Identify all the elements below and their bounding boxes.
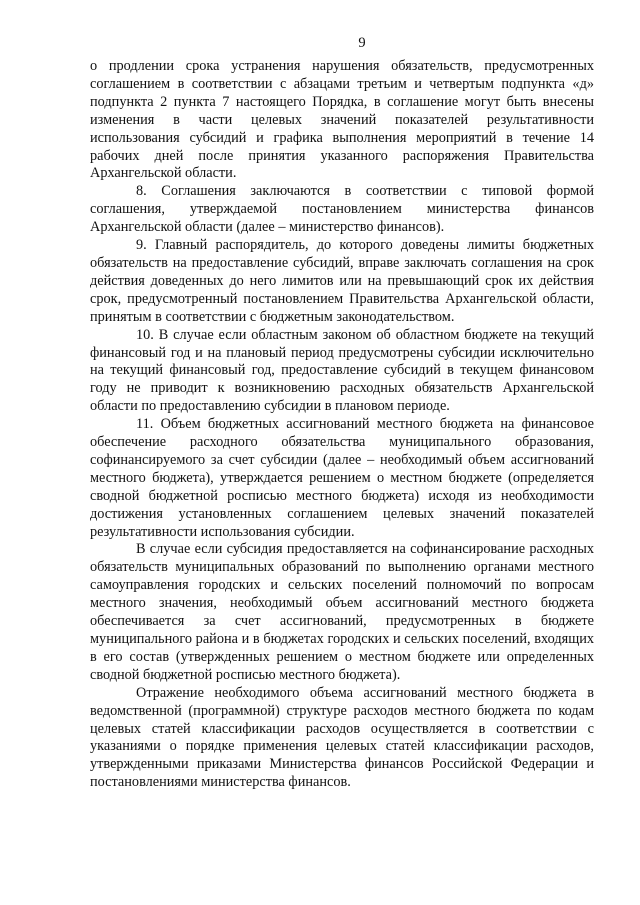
page-number: 9 — [358, 35, 366, 51]
paragraph-continuation: о продлении срока устранения нарушения обязательств, предусмотренных соглашением в соответствии с абзацами третьим и четвертым подпункта «д» подпункта 2 пункта 7 настоящего Порядка, в соглашение могут быть внесены изменения в части целевых значений показателей результативности использования субсидий и графика выполнения мероприятий в течение 14 рабочих дней после принятия указанного распоряжения Правительства Архангельской области. — [90, 58, 594, 182]
paragraph-11-part-3: Отражение необходимого объема ассигнований местного бюджета в ведомственной (программной) структуре расходов местного бюджета по кодам целевых статей классификации расходов осуществляется в соответствии с указаниями о порядке применения целевых статей классификации расходов, утвержденными приказами Министерства финансов Российской Федерации и постановлениями министерства финансов. — [90, 684, 594, 791]
paragraph-11-part-2: В случае если субсидия предоставляется на софинансирование расходных обязательств муниципальных образований по выполнению органами местного самоуправления городских и сельских поселений полномочий по вопросам местного значения, необходимый объем ассигнований местного бюджета обеспечивается за счет ассигнований, предусмотренных в бюджете муниципального района и в бюджетах городских и сельских поселений, входящих в его состав (утвержденных решением о местном бюджете или определенных сводной бюджетной росписью местного бюджета). — [90, 541, 594, 683]
paragraph-9: 9. Главный распорядитель, до которого доведены лимиты бюджетных обязательств на предоставление субсидий, вправе заключать соглашения на срок действия доведенных до него лимитов или на превышающий срок их действия срок, предусмотренный постановлением Правительства Архангельской области, принятым в соответствии с бюджетным законодательством. — [90, 237, 594, 325]
paragraph-10: 10. В случае если областным законом об областном бюджете на текущий финансовый год и на плановый период предусмотрены субсидии исключительно на текущий финансовый год, предоставление субсидий в текущем финансовом году не приводит к возникновению расходных обязательств Архангельской области по предоставлению субсидии в плановом периоде. — [90, 326, 594, 415]
paragraph-11: 11. Объем бюджетных ассигнований местного бюджета на финансовое обеспечение расходного обязательства муниципального образования, софинансируемого за счет субсидии (далее – необходимый объем ассигнований местного бюджета), утверждается решением о местном бюджете (определяется сводной бюджетной росписью местного бюджета) исходя из необходимости достижения установленных соглашением целевых значений показателей результативности использования субсидии. — [90, 416, 594, 540]
paragraph-8: 8. Соглашения заключаются в соответствии с типовой формой соглашения, утверждаемой постановлением министерства финансов Архангельской области (далее – министерство финансов). — [90, 183, 594, 236]
document-body — [90, 58, 594, 792]
